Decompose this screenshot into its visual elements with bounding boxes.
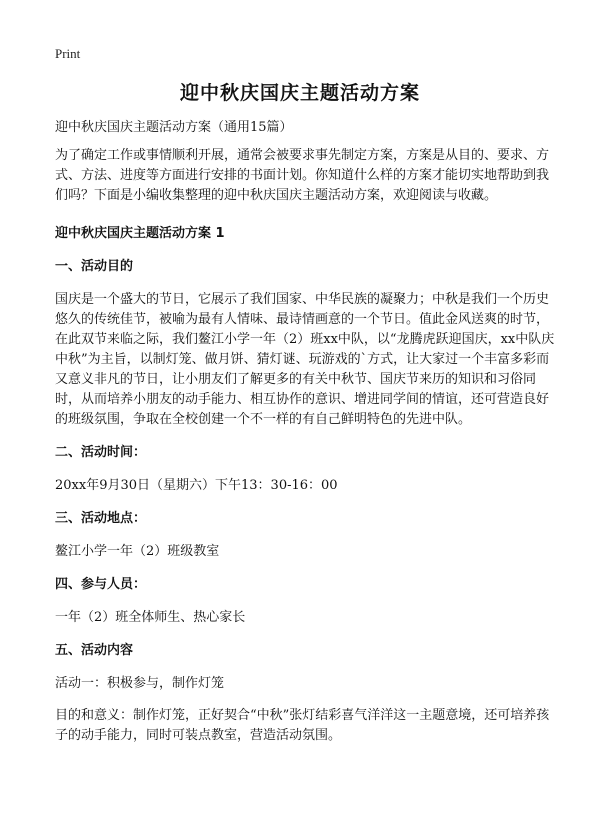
section-heading-content: 五、活动内容 [55,643,134,658]
document-body [55,118,560,759]
document-subtitle: 迎中秋庆国庆主题活动方案（通用15篇） [55,120,293,135]
section-body-purpose: 国庆是一个盛大的节日，它展示了我们国家、中华民族的凝聚力；中秋是我们一个历史悠久的传统佳节，被喻为最有人情味、最诗情画意的一个节日。值此金风送爽的时节，在此双节来临之际，我们鳌江小学一年（2）班xx中队，以“龙腾虎跃迎国庆，xx中队庆中秋”为主旨，以制灯笼、做月饼、猜灯谜、玩游戏的`方式，让大家过一个丰富多彩而又意义非凡的节日，让小朋友们了解更多的有关中秋节、国庆节来历的知识和习俗同时，从而培养小朋友的动手能力、相互协作的意识、增进同学间的情谊，还可营造良好的班级氛围，争取在全校创建一个不一样的有自己鲜明特色的先进中队。 [55,292,555,427]
page-title: 迎中秋庆国庆主题活动方案 [179,82,420,104]
section-body-time: 20xx年9月30日（星期六）下午13：30-16：00 [55,478,338,493]
print-link[interactable]: Print [55,46,81,61]
activity-one-title: 活动一：积极参与，制作灯笼 [55,676,225,691]
section-body-participants: 一年（2）班全体师生、热心家长 [55,610,246,625]
section-body-location: 鳌江小学一年（2）班级教室 [55,544,220,559]
section-heading-purpose: 一、活动目的 [55,259,134,274]
section-heading-location: 三、活动地点： [55,511,147,526]
section-heading-participants: 四、参与人员： [55,577,147,592]
plan-heading: 迎中秋庆国庆主题活动方案 1 [55,226,225,241]
intro-paragraph: 为了确定工作或事情顺利开展，通常会被要求事先制定方案，方案是从目的、要求、方式、方法、进度等方面进行安排的书面计划。你知道什么样的方案才能切实地帮助到我们吗？下面是小编收集整理的迎中秋庆国庆主题活动方案，欢迎阅读与收藏。 [55,148,550,203]
section-heading-time: 二、活动时间： [55,445,147,460]
section-body-content: 目的和意义：制作灯笼，正好契合“中秋”张灯结彩喜气洋洋这一主题意境，还可培养孩子的动手能力，同时可装点教室，营造活动氛围。 [55,708,550,743]
